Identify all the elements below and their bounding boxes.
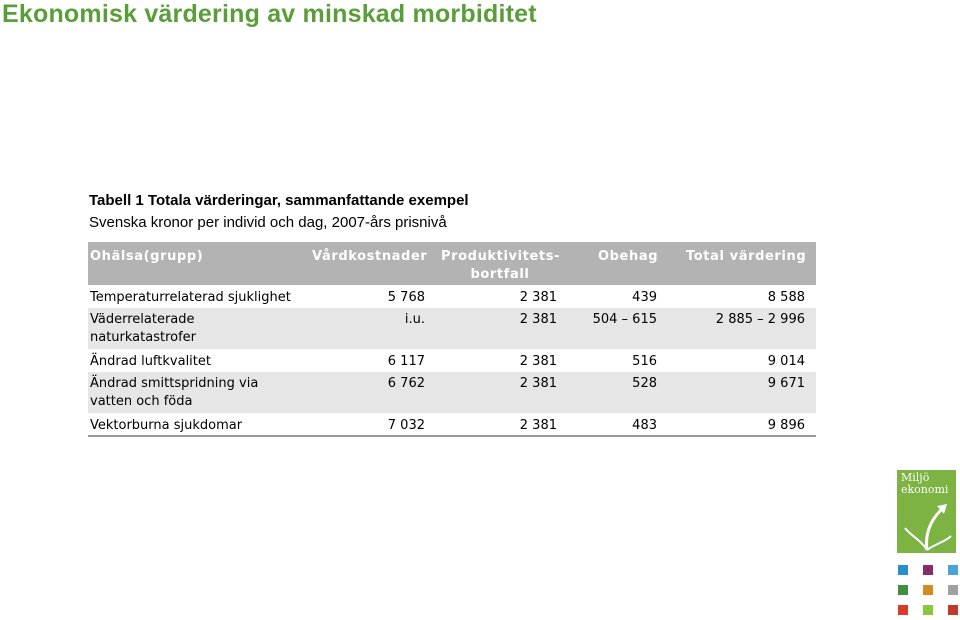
cell-produktivitetsbortfall: 2 381 xyxy=(519,418,557,433)
table-bottom-rule xyxy=(88,435,816,437)
nav-square-icon[interactable] xyxy=(898,585,908,595)
table-caption: Tabell 1 Totala värderingar, sammanfattande exempel xyxy=(89,192,469,209)
cell-obehag: 504 – 615 xyxy=(592,312,657,327)
nav-square-icon[interactable] xyxy=(898,565,908,575)
nav-square-icon[interactable] xyxy=(948,565,958,575)
cell-total: 8 588 xyxy=(767,290,805,305)
cell-vardkostnader: i.u. xyxy=(404,312,425,327)
cell-ohalsa: Väderrelaterade naturkatastrofer xyxy=(90,312,197,345)
cell-produktivitetsbortfall: 2 381 xyxy=(519,312,557,327)
valuation-table xyxy=(88,242,816,437)
nav-square-icon[interactable] xyxy=(923,605,933,615)
cell-obehag: 439 xyxy=(632,290,657,305)
header-ohalsa: Ohälsa(grupp) xyxy=(90,249,204,264)
logo-text: Miljö ekonomi xyxy=(901,471,949,496)
cell-ohalsa: Temperaturrelaterad sjuklighet xyxy=(90,290,291,305)
cell-total: 9 014 xyxy=(767,354,805,369)
table-row xyxy=(88,349,816,371)
cell-ohalsa: Ändrad smittspridning via vatten och föda xyxy=(90,376,259,409)
table-subcaption: Svenska kronor per individ och dag, 2007-års prisnivå xyxy=(89,214,447,231)
nav-square-icon[interactable] xyxy=(948,605,958,615)
cell-ohalsa: Vektorburna sjukdomar xyxy=(90,418,243,433)
table-header xyxy=(88,242,816,285)
cell-produktivitetsbortfall: 2 381 xyxy=(519,290,557,305)
cell-vardkostnader: 5 768 xyxy=(387,290,425,305)
nav-square-icon[interactable] xyxy=(923,585,933,595)
cell-total: 9 671 xyxy=(767,376,805,391)
header-total-vardering: Total värdering xyxy=(686,249,807,264)
nav-square-icon[interactable] xyxy=(948,585,958,595)
cell-ohalsa: Ändrad luftkvalitet xyxy=(90,354,211,369)
cell-obehag: 528 xyxy=(632,376,657,391)
table-row xyxy=(88,371,816,413)
table-row xyxy=(88,285,816,307)
cell-produktivitetsbortfall: 2 381 xyxy=(519,376,557,391)
cell-vardkostnader: 6 762 xyxy=(387,376,425,391)
cell-total: 2 885 – 2 996 xyxy=(715,312,805,327)
page-title: Ekonomisk värdering av minskad morbiditet xyxy=(2,0,537,28)
cell-obehag: 483 xyxy=(632,418,657,433)
header-produktivitetsbortfall: Produktivitets- bortfall xyxy=(441,249,561,282)
leaf-arrow-icon xyxy=(897,470,956,553)
cell-total: 9 896 xyxy=(767,418,805,433)
cell-vardkostnader: 7 032 xyxy=(387,418,425,433)
cell-produktivitetsbortfall: 2 381 xyxy=(519,354,557,369)
nav-square-icon[interactable] xyxy=(923,565,933,575)
header-vardkostnader: Vårdkostnader xyxy=(312,249,428,264)
table-row xyxy=(88,413,816,435)
table-row xyxy=(88,307,816,349)
nav-square-icon[interactable] xyxy=(898,605,908,615)
header-obehag: Obehag xyxy=(598,249,659,264)
cell-obehag: 516 xyxy=(632,354,657,369)
miljoekonomi-logo xyxy=(897,470,956,553)
cell-vardkostnader: 6 117 xyxy=(387,354,425,369)
